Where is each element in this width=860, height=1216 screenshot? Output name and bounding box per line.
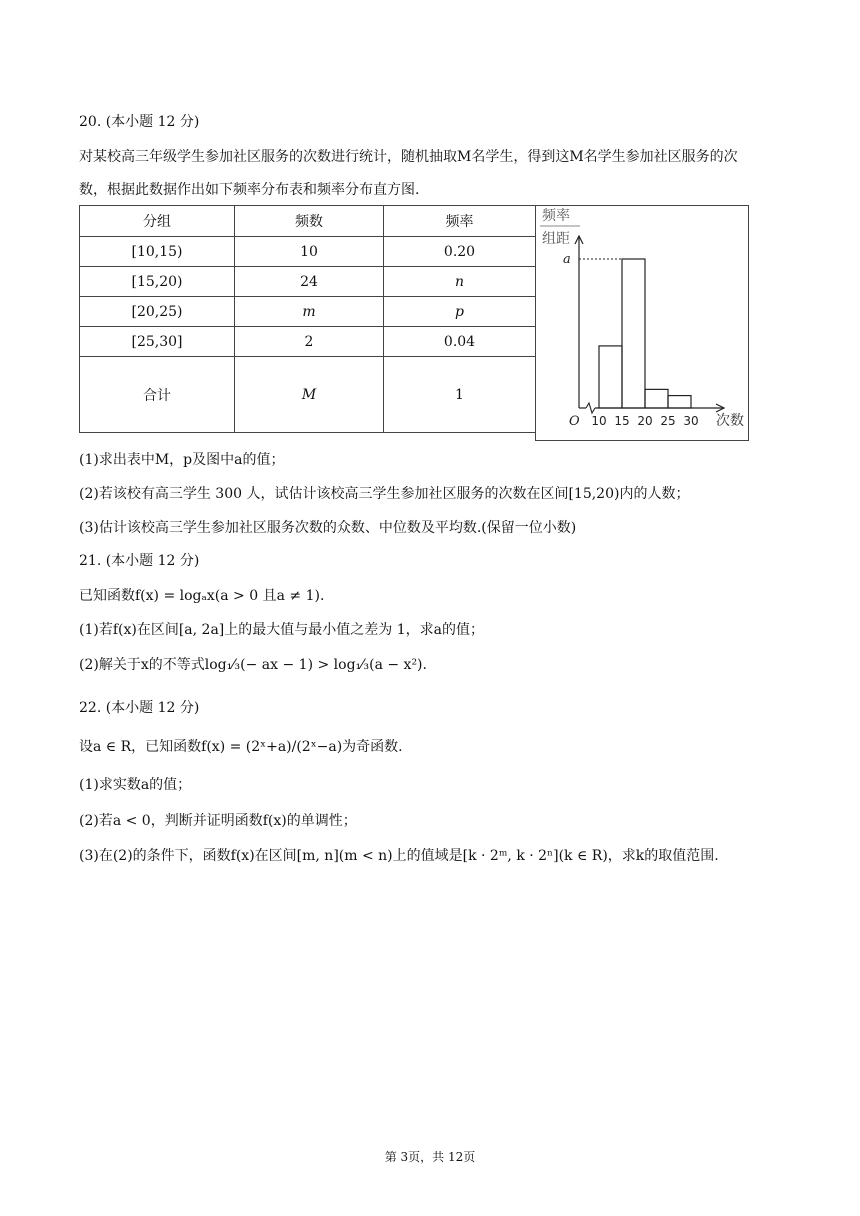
x-tick-label: 10 bbox=[591, 414, 607, 428]
table-header-cell: 分组 bbox=[80, 206, 235, 237]
table-cell: [10,15) bbox=[80, 237, 235, 267]
y-marker-label: a bbox=[563, 252, 571, 267]
table-row-total bbox=[80, 357, 536, 433]
x-axis-break bbox=[586, 403, 595, 413]
q20-part1: (1)求出表中M，p及图中a的值； bbox=[79, 452, 285, 468]
table-cell: m bbox=[235, 297, 384, 327]
q22-header: 22. (本小题 12 分) bbox=[79, 700, 200, 716]
table-cell: 合计 bbox=[80, 357, 235, 433]
q21-given: 已知函数f(x) = logₐx(a > 0 且a ≠ 1). bbox=[79, 588, 325, 604]
q20-part3: (3)估计该校高三学生参加社区服务次数的众数、中位数及平均数.(保留一位小数) bbox=[79, 520, 577, 536]
q22-part3: (3)在(2)的条件下，函数f(x)在区间[m, n](m < n)上的值域是[k · 2ᵐ, k · 2ⁿ](k ∈ R)，求k的取值范围. bbox=[79, 848, 719, 864]
q21-part1: (1)若f(x)在区间[a, 2a]上的最大值与最小值之差为 1，求a的值； bbox=[79, 622, 484, 638]
table-cell: 1 bbox=[384, 357, 536, 433]
origin-label: O bbox=[569, 414, 580, 429]
q20-part2: (2)若该校有高三学生 300 人，试估计该校高三学生参加社区服务的次数在区间[15,20)内的人数； bbox=[79, 486, 690, 502]
x-tick-label: 15 bbox=[614, 414, 630, 428]
frequency-table bbox=[79, 205, 536, 433]
table-row bbox=[80, 237, 536, 267]
histogram-bar bbox=[599, 346, 622, 408]
histogram-chart bbox=[536, 206, 748, 440]
histogram-bar bbox=[622, 259, 645, 408]
q22-part1: (1)求实数a的值； bbox=[79, 777, 192, 793]
y-axis-label-bottom: 组距 bbox=[542, 231, 570, 247]
table-header-cell: 频数 bbox=[235, 206, 384, 237]
table-cell: 10 bbox=[235, 237, 384, 267]
table-row bbox=[80, 327, 536, 357]
table-header-cell: 频率 bbox=[384, 206, 536, 237]
q20-intro-line2: 数，根据此数据作出如下频率分布表和频率分布直方图. bbox=[79, 182, 420, 198]
table-cell: [20,25) bbox=[80, 297, 235, 327]
x-tick-label: 25 bbox=[660, 414, 676, 428]
x-tick-label: 30 bbox=[683, 414, 699, 428]
y-axis-label-top: 频率 bbox=[542, 208, 570, 224]
histogram-bar bbox=[645, 389, 668, 408]
histogram-bar bbox=[668, 396, 691, 408]
table-cell: 2 bbox=[235, 327, 384, 357]
table-cell: [25,30] bbox=[80, 327, 235, 357]
x-axis-label: 次数 bbox=[716, 413, 744, 429]
histogram-frame bbox=[535, 205, 749, 441]
q21-header: 21. (本小题 12 分) bbox=[79, 553, 200, 569]
table-cell: p bbox=[384, 297, 536, 327]
x-tick-label: 20 bbox=[637, 414, 653, 428]
table-cell: M bbox=[235, 357, 384, 433]
q20-header: 20. (本小题 12 分) bbox=[79, 114, 200, 130]
table-row bbox=[80, 297, 536, 327]
q22-part2: (2)若a < 0，判断并证明函数f(x)的单调性； bbox=[79, 813, 357, 829]
table-row bbox=[80, 267, 536, 297]
page-footer: 第 3页，共 12页 bbox=[384, 1150, 476, 1164]
q20-intro-line1: 对某校高三年级学生参加社区服务的次数进行统计，随机抽取M名学生，得到这M名学生参加社区服务的次 bbox=[79, 149, 738, 165]
table-cell: 24 bbox=[235, 267, 384, 297]
table-cell: 0.04 bbox=[384, 327, 536, 357]
table-cell: [15,20) bbox=[80, 267, 235, 297]
q22-given: 设a ∈ R，已知函数f(x) = (2ˣ+a)/(2ˣ−a)为奇函数. bbox=[79, 739, 403, 755]
table-cell: n bbox=[384, 267, 536, 297]
table-header-row bbox=[80, 206, 536, 237]
table-cell: 0.20 bbox=[384, 237, 536, 267]
q21-part2: (2)解关于x的不等式log₁⁄₃(− ax − 1) > log₁⁄₃(a − x²). bbox=[79, 657, 427, 673]
